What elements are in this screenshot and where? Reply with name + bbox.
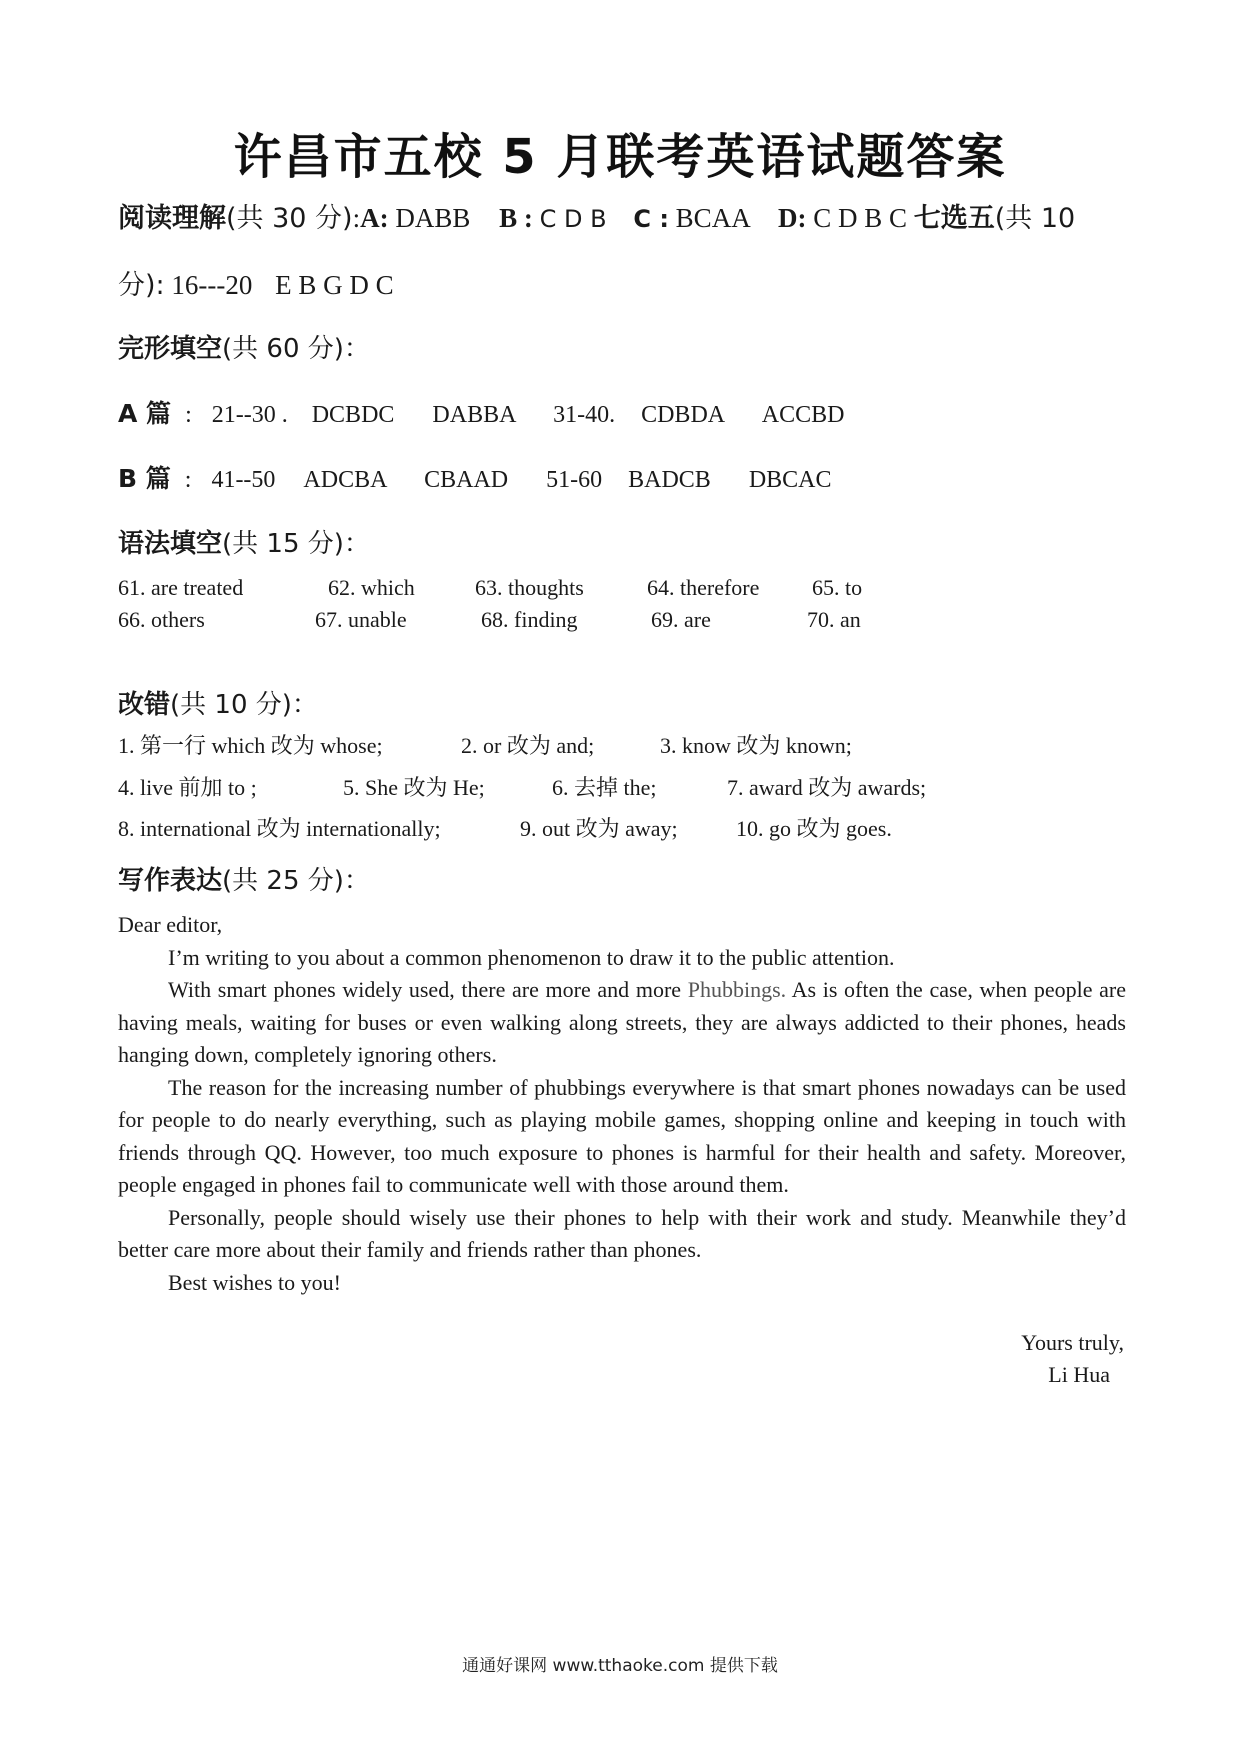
grammar-answer-63: 63. thoughts [475,575,584,600]
correction-item-8: 8. international 改为 internationally; [118,816,441,841]
reading-points: (共 30 分) [226,203,353,234]
reading-b-answers: C D B [539,205,607,233]
cloze-a-colon: : [185,402,192,428]
cloze-a-answers-4: ACCBD [761,402,845,428]
seven-choose-five-answers: E B G D C [275,270,394,300]
reading-b-label: B : [499,203,533,233]
essay-paragraph-2 [118,974,1126,1072]
page-title: 许昌市五校 5 月联考英语试题答案 [233,129,1007,185]
correction-item-5: 5. She 改为 He; [343,775,485,800]
seven-choose-five-heading: 七选五 [913,203,995,234]
cloze-b-label: B 篇 [118,464,171,493]
reading-c-answers: BCAA [675,203,750,233]
reading-c-label: C : [633,205,669,233]
essay-phubbings-term: Phubbings. [687,977,787,1002]
correction-item-7: 7. award 改为 awards; [727,775,927,800]
grammar-points: (共 15 分)： [222,529,370,559]
correction-item-10: 10. go 改为 goes. [736,816,892,841]
grammar-answer-70: 70. an [807,607,861,632]
correction-item-1: 1. 第一行 which 改为 whose; [118,733,383,758]
essay-salutation: Dear editor, [118,912,223,937]
essay-paragraph-2-start: With smart phones widely used, there are more and more [168,977,688,1002]
grammar-answer-65: 65. to [812,575,863,600]
essay-signature-name: Li Hua [1048,1362,1110,1387]
cloze-a-label: A 篇 [118,399,172,428]
essay-closing: Yours truly, [1021,1330,1124,1355]
correction-item-2: 2. or 改为 and; [461,733,595,758]
correction-item-6: 6. 去掉 the; [552,775,657,800]
sample-essay [118,909,1126,1299]
correction-item-4: 4. live 前加 to ; [118,775,257,800]
essay-paragraph-4: Personally, people should wisely use their phones to help with their work and study. Meanwhile they’d better care more about their family and friends rather than phones. [118,1204,1126,1262]
reading-answers-line [118,196,1075,235]
reading-d-label: D: [777,203,807,233]
reading-a-label: A: [360,203,389,233]
essay-paragraph-3: The reason for the increasing number of phubbings everywhere is that smart phones nowadays can be used for people to do nearly everything, such as playing mobile games, shopping online and keeping in touch with friends through QQ. However, too much exposure to phones is harmful for their health and safety. Moreover, people engaged in phones fail to communicate well with those around them. [118,1074,1126,1197]
reading-d-answers: C D B C [813,203,907,233]
cloze-b-answers-1: ADCBA [303,467,387,493]
grammar-answer-62: 62. which [328,575,415,600]
essay-paragraph-2-rest: As is often the case, when people are having meals, waiting for buses or even walking along streets, they are always addicted to their phones, heads hanging down, completely ignoring others. [118,977,1126,1067]
cloze-a-range-1: 21--30 . [211,402,288,428]
correction-heading-line [118,684,318,721]
cloze-b-answers-3: BADCB [628,467,711,493]
seven-choose-five-range: 16---20 [171,270,253,300]
grammar-answer-67: 67. unable [315,607,407,632]
grammar-heading: 语法填空 [118,529,223,559]
essay-paragraph-1: I’m writing to you about a common phenomenon to draw it to the public attention. [168,944,895,970]
cloze-points: (共 60 分)： [222,334,370,364]
grammar-answer-61: 61. are treated [118,575,244,600]
reading-a-answers: DABB [395,203,471,233]
cloze-heading-line [118,328,370,365]
correction-item-3: 3. know 改为 known; [660,733,852,758]
seven-choose-five-line [118,263,394,302]
writing-heading-line [118,860,370,897]
writing-heading: 写作表达 [118,866,223,896]
cloze-b-answers-4: DBCAC [748,467,832,493]
reading-sep: : [352,203,361,233]
cloze-a-answers-3: CDBDA [641,402,724,428]
cloze-b-colon: : [184,467,192,493]
essay-paragraph-5: Best wishes to you! [168,1269,341,1295]
reading-heading: 阅读理解 [118,203,226,234]
grammar-answer-64: 64. therefore [647,575,760,600]
grammar-heading-line [118,523,370,560]
correction-points: (共 10 分)： [170,690,318,720]
footer-download-note: 通通好课网 www.tthaoke.com 提供下载 [462,1656,778,1676]
cloze-b-range-1: 41--50 [211,467,276,493]
seven-choose-five-points: (共 10 [994,203,1076,234]
correction-heading: 改错 [118,690,171,720]
cloze-a-answers-2: DABBA [432,402,516,428]
seven-choose-five-points-cont: 分): [118,270,165,301]
grammar-answer-66: 66. others [118,607,205,632]
cloze-a-range-2: 31-40. [553,402,616,428]
correction-item-9: 9. out 改为 away; [520,816,678,841]
grammar-answer-69: 69. are [651,607,711,632]
cloze-b-answers-2: CBAAD [424,467,509,493]
cloze-a-line [118,394,844,430]
writing-points: (共 25 分)： [222,866,370,896]
cloze-a-answers-1: DCBDC [311,402,395,428]
cloze-heading: 完形填空 [118,334,223,364]
cloze-b-line [118,459,832,495]
grammar-answer-68: 68. finding [481,607,578,632]
cloze-b-range-2: 51-60 [546,467,603,493]
